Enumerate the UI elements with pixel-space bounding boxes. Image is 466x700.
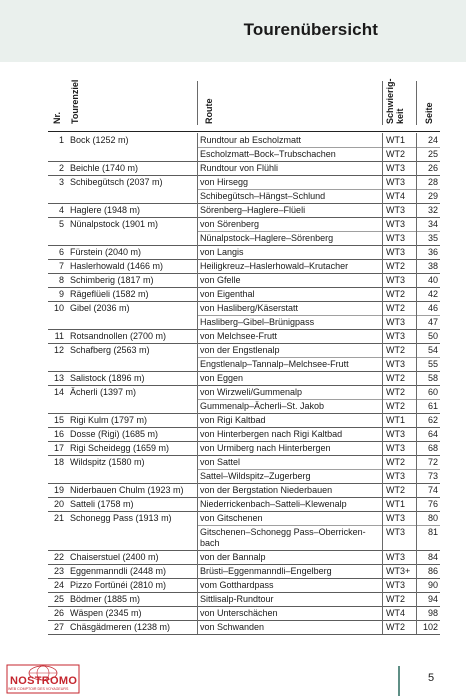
tour-difficulty: WT1 [386,135,405,145]
tour-difficulty: WT2 [386,373,405,383]
tour-number: 15 [53,415,64,425]
tour-destination: Schonegg Pass (1913 m) [70,513,172,523]
column-divider [197,483,198,497]
tour-route: Gitschenen–Schonegg Pass–Oberricken- [200,527,366,537]
column-divider [382,161,383,175]
tour-number: 12 [53,345,64,355]
tour-page: 38 [427,261,438,271]
logo-wordmark: NOSTROMO [10,675,78,687]
column-divider [197,217,198,245]
column-divider [382,413,383,427]
column-divider [416,371,417,385]
tour-page: 68 [427,443,438,453]
tour-destination: Rigi Scheidegg (1659 m) [70,443,170,453]
column-divider [382,578,383,592]
tour-number: 10 [53,303,64,313]
column-divider [382,497,383,511]
tour-difficulty: WT2 [386,345,405,355]
tour-page: 50 [427,331,438,341]
tour-destination: Rotsandnollen (2700 m) [70,331,167,341]
tour-route: von Eigenthal [200,289,255,299]
tour-difficulty: WT4 [386,191,405,201]
column-divider [382,203,383,217]
route-separator [197,525,440,526]
tour-number: 7 [58,261,64,271]
tour-page: 35 [427,233,438,243]
column-divider [416,343,417,371]
tour-route: Escholzmatt–Bock–Trubschachen [200,149,336,159]
tour-difficulty: WT1 [386,415,405,425]
tour-difficulty: WT3 [386,429,405,439]
tour-route: von der Bannalp [200,552,266,562]
tour-route: von Rigi Kaltbad [200,415,266,425]
column-divider [197,273,198,287]
tour-difficulty: WT3 [386,552,405,562]
column-header-seite: Seite [424,102,434,124]
tour-route: Brüsti–Eggenmanndli–Engelberg [200,566,332,576]
tour-route: von Unterschächen [200,608,278,618]
column-divider [382,287,383,301]
page-number: 5 [428,672,435,684]
column-divider [197,497,198,511]
tour-route: Schibegütsch–Hängst–Schlund [200,191,326,201]
column-divider [416,497,417,511]
tour-destination: Chäsgädmeren (1238 m) [70,622,171,632]
tour-difficulty: WT3 [386,580,405,590]
column-divider [382,217,383,245]
tour-page: 42 [427,289,438,299]
column-divider [197,592,198,606]
tour-page: 24 [427,135,438,145]
tour-number: 2 [58,163,64,173]
route-separator [197,231,440,232]
tour-number: 22 [53,552,64,562]
tour-route-continuation: bach [200,538,220,548]
column-divider [416,592,417,606]
column-divider [382,441,383,455]
tour-number: 13 [53,373,64,383]
column-header-schwierigkeit-line1: Schwierig- [385,78,395,124]
column-header-route: Route [204,98,214,124]
column-divider [382,427,383,441]
tour-route: Niederrickenbach–Satteli–Klewenalp [200,499,347,509]
tour-difficulty: WT2 [386,303,405,313]
route-separator [197,189,440,190]
tour-difficulty: WT3 [386,205,405,215]
column-divider [416,606,417,620]
header-divider-page [416,81,417,125]
column-divider [197,441,198,455]
column-divider [382,273,383,287]
tour-page: 98 [427,608,438,618]
tour-destination: Beichle (1740 m) [70,163,139,173]
column-divider [382,455,383,483]
column-divider [416,329,417,343]
tour-route: vom Gotthardpass [200,580,274,590]
tour-route: Sittlisalp-Rundtour [200,594,274,604]
tour-difficulty: WT3 [386,219,405,229]
tour-number: 23 [53,566,64,576]
column-divider [197,287,198,301]
column-divider [382,329,383,343]
tour-number: 9 [58,289,64,299]
column-divider [416,455,417,483]
tour-number: 26 [53,608,64,618]
column-divider [197,371,198,385]
tour-number: 25 [53,594,64,604]
page-title: Tourenübersicht [243,20,378,39]
tour-page: 81 [427,527,438,537]
column-divider [416,564,417,578]
column-divider [416,578,417,592]
tour-route: Sattel–Wildspitz–Zugerberg [200,471,311,481]
tour-page: 46 [427,303,438,313]
tour-route: von Hinterbergen nach Rigi Kaltbad [200,429,343,439]
tour-destination: Dosse (Rigi) (1685 m) [70,429,159,439]
column-divider [382,620,383,634]
tour-page: 29 [427,191,438,201]
tour-page: 25 [427,149,438,159]
tour-difficulty: WT3 [386,247,405,257]
tour-destination: Rigi Kulm (1797 m) [70,415,148,425]
column-divider [416,413,417,427]
column-divider [382,133,383,161]
column-divider [382,592,383,606]
tour-difficulty: WT3 [386,163,405,173]
tour-destination: Wildspitz (1580 m) [70,457,145,467]
tour-route: Gummenalp–Ächerli–St. Jakob [200,401,325,411]
tour-route: Rundtour von Flühli [200,163,279,173]
column-divider [197,161,198,175]
tour-destination: Wäspen (2345 m) [70,608,142,618]
tour-page: 86 [427,566,438,576]
tour-difficulty: WT2 [386,622,405,632]
column-divider [416,385,417,413]
tour-difficulty: WT3 [386,527,405,537]
column-header-tourenziel: Tourenziel [70,79,80,124]
tour-number: 21 [53,513,64,523]
tour-destination: Niderbauen Chulm (1923 m) [70,485,184,495]
tour-difficulty: WT3 [386,233,405,243]
page-accent-bar [398,666,400,696]
column-divider [416,301,417,329]
tour-page: 47 [427,317,438,327]
tour-difficulty: WT2 [386,594,405,604]
tour-number: 16 [53,429,64,439]
tour-difficulty: WT3 [386,471,405,481]
tour-number: 14 [53,387,64,397]
tour-difficulty: WT4 [386,608,405,618]
tour-route: von Melchsee-Frutt [200,331,278,341]
tour-page: 102 [422,622,438,632]
column-divider [197,620,198,634]
tour-number: 8 [58,275,64,285]
logo-tagline: WEB COMPTOIR DES VOYAGEURS [8,687,69,691]
tour-difficulty: WT3 [386,275,405,285]
tour-difficulty: WT3+ [386,566,411,576]
tour-page: 55 [427,359,438,369]
column-divider [416,287,417,301]
column-divider [197,578,198,592]
publisher-logo [6,664,80,694]
tour-number: 1 [58,135,64,145]
tour-destination: Gibel (2036 m) [70,303,130,313]
tour-route: von Sörenberg [200,219,260,229]
column-divider [416,620,417,634]
tour-difficulty: WT1 [386,499,405,509]
tour-route: von Hirsegg [200,177,249,187]
column-divider [197,175,198,203]
tour-destination: Schafberg (2563 m) [70,345,150,355]
column-divider [382,564,383,578]
tour-page: 26 [427,163,438,173]
column-divider [197,564,198,578]
tour-number: 24 [53,580,64,590]
tour-page: 64 [427,429,438,439]
column-divider [416,175,417,203]
tour-page: 72 [427,457,438,467]
tour-page: 62 [427,415,438,425]
tour-destination: Schibegütsch (2037 m) [70,177,163,187]
tour-route: von Gitschenen [200,513,263,523]
column-divider [382,483,383,497]
tour-number: 11 [54,331,64,341]
tour-route: von Langis [200,247,244,257]
column-divider [382,175,383,203]
tour-route: Heiligkreuz–Haslerhowald–Krutacher [200,261,349,271]
tour-destination: Salistock (1896 m) [70,373,145,383]
column-divider [197,427,198,441]
tour-number: 3 [58,177,64,187]
column-divider [416,259,417,273]
tour-page: 60 [427,387,438,397]
tour-page: 61 [427,401,438,411]
column-header-schwierigkeit-line2: keit [395,108,405,124]
tour-destination: Pizzo Fortünéi (2810 m) [70,580,167,590]
column-divider [197,455,198,483]
tour-difficulty: WT3 [386,331,405,341]
tour-page: 36 [427,247,438,257]
tour-number: 4 [58,205,64,215]
column-divider [197,511,198,550]
column-divider [197,329,198,343]
column-divider [197,413,198,427]
tour-destination: Bödmer (1885 m) [70,594,141,604]
tour-destination: Schimberig (1817 m) [70,275,154,285]
tour-route: von Gfelle [200,275,241,285]
tour-page: 54 [427,345,438,355]
column-divider [416,511,417,550]
column-divider [382,606,383,620]
header-divider-difficulty [382,81,383,125]
column-divider [382,371,383,385]
tour-number: 19 [53,485,64,495]
tour-difficulty: WT2 [386,261,405,271]
tour-page: 76 [427,499,438,509]
tour-difficulty: WT2 [386,401,405,411]
tour-route: Nünalpstock–Haglere–Sörenberg [200,233,334,243]
route-separator [197,357,440,358]
tour-destination: Ächerli (1397 m) [70,387,137,397]
column-divider [197,245,198,259]
tour-page: 73 [427,471,438,481]
tour-route: von Urmiberg nach Hinterbergen [200,443,331,453]
column-divider [197,385,198,413]
column-divider [382,511,383,550]
column-divider [416,550,417,564]
tour-route: von Sattel [200,457,241,467]
tour-destination: Fürstein (2040 m) [70,247,142,257]
tour-route: Engstlenalp–Tannalp–Melchsee-Frutt [200,359,349,369]
column-divider [197,550,198,564]
tour-row-separator [48,634,440,635]
tour-difficulty: WT3 [386,317,405,327]
tour-destination: Bock (1252 m) [70,135,129,145]
tour-difficulty: WT3 [386,443,405,453]
column-divider [197,606,198,620]
tour-page: 94 [427,594,438,604]
column-divider [416,427,417,441]
tour-difficulty: WT3 [386,513,405,523]
column-divider [416,203,417,217]
column-divider [382,385,383,413]
tour-number: 27 [53,622,64,632]
tour-route: von Schwanden [200,622,265,632]
tour-route: von der Bergstation Niederbauen [200,485,333,495]
tour-destination: Satteli (1758 m) [70,499,134,509]
tour-page: 34 [427,219,438,229]
tour-number: 20 [53,499,64,509]
tour-destination: Haslerhowald (1466 m) [70,261,164,271]
tour-difficulty: WT3 [386,177,405,187]
tour-page: 74 [427,485,438,495]
column-divider [416,273,417,287]
tour-difficulty: WT3 [386,359,405,369]
column-divider [416,245,417,259]
route-separator [197,147,440,148]
tour-page: 58 [427,373,438,383]
column-divider [197,133,198,161]
column-divider [382,245,383,259]
column-divider [416,133,417,161]
tour-route: Hasliberg–Gibel–Brünigpass [200,317,315,327]
column-divider [197,259,198,273]
route-separator [197,469,440,470]
tour-page: 84 [427,552,438,562]
tour-destination: Chaiserstuel (2400 m) [70,552,159,562]
tour-difficulty: WT2 [386,485,405,495]
route-separator [197,315,440,316]
column-divider [382,259,383,273]
column-divider [382,343,383,371]
tour-destination: Rägeflüeli (1582 m) [70,289,149,299]
tour-difficulty: WT2 [386,387,405,397]
column-divider [197,301,198,329]
tour-page: 40 [427,275,438,285]
tour-route: von Wirzweli/Gummenalp [200,387,303,397]
column-header-nr: Nr. [52,111,62,124]
tour-number: 6 [58,247,64,257]
tour-route: Rundtour ab Escholzmatt [200,135,302,145]
column-divider [416,161,417,175]
column-divider [416,441,417,455]
header-rule [48,131,440,132]
tour-number: 18 [53,457,64,467]
tour-page: 80 [427,513,438,523]
tour-number: 17 [53,443,64,453]
header-divider-route [197,81,198,125]
column-divider [197,203,198,217]
column-divider [197,343,198,371]
column-divider [382,301,383,329]
tour-page: 90 [427,580,438,590]
tour-destination: Nünalpstock (1901 m) [70,219,159,229]
tour-destination: Eggenmanndli (2448 m) [70,566,167,576]
tour-route: von Eggen [200,373,244,383]
tour-route: von Hasliberg/Käserstatt [200,303,299,313]
tour-difficulty: WT2 [386,149,405,159]
tour-page: 28 [427,177,438,187]
tour-route: Sörenberg–Haglere–Flüeli [200,205,306,215]
route-separator [197,399,440,400]
tour-difficulty: WT2 [386,289,405,299]
tour-route: von der Engstlenalp [200,345,280,355]
tour-page: 32 [427,205,438,215]
tour-number: 5 [58,219,64,229]
tour-difficulty: WT2 [386,457,405,467]
column-divider [416,217,417,245]
column-divider [382,550,383,564]
tour-destination: Haglere (1948 m) [70,205,141,215]
column-divider [416,483,417,497]
